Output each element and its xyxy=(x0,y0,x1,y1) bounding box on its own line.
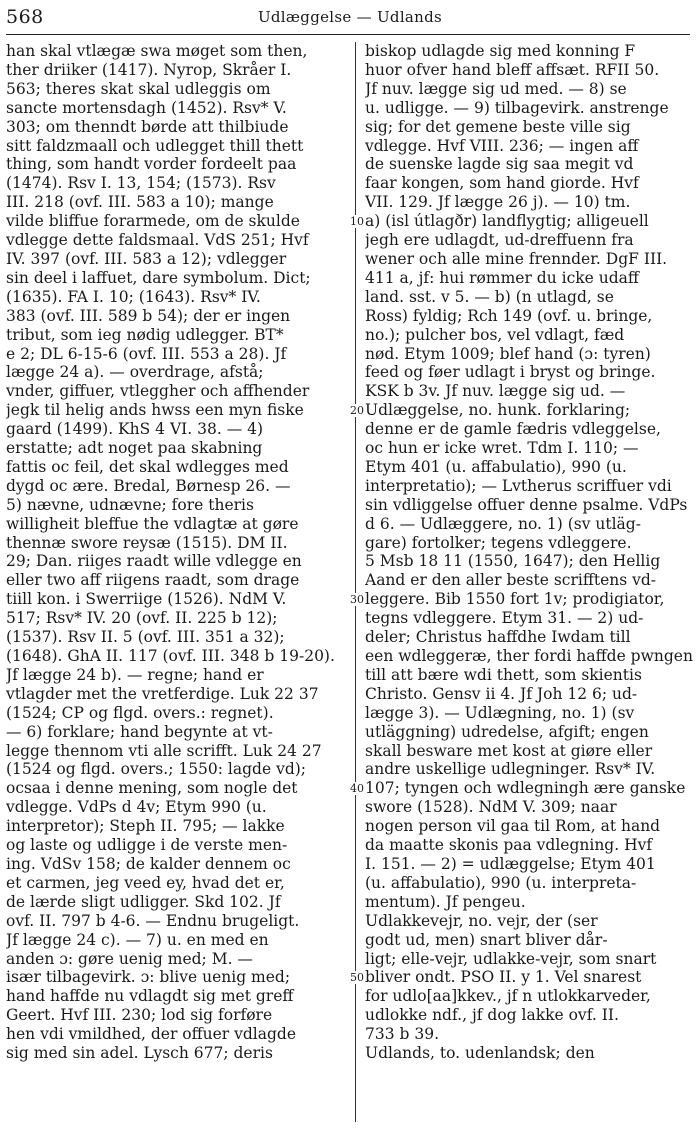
left-column-line: og laste og udligge i de verste men- xyxy=(6,836,288,855)
right-column-line: jegh ere udlagdt, ud-dreffuenn fra xyxy=(365,231,634,250)
left-column-line: ocsaa i denne mening, som nogle det xyxy=(6,779,298,798)
right-column-line: 411 a, jf: hui rømmer du icke udaff xyxy=(365,268,639,287)
left-column-line: sitt faldzmaall och udlegget thill thett xyxy=(6,136,304,155)
left-column-line: ovf. II. 797 b 4-6. — Endnu brugeligt. xyxy=(6,911,300,930)
right-column-line: wener och alle mine frennder. DgF III. xyxy=(365,249,668,268)
right-column-line: faar kongen, som hand giorde. Hvf xyxy=(365,174,639,193)
right-column-line: sig; for det gemene beste ville sig xyxy=(365,117,631,136)
left-column-line: hen vdi vmildhed, der offuer vdlagde xyxy=(6,1025,297,1044)
right-column-line: interpretatio); — Lvtherus scriffuer vdi xyxy=(365,476,672,495)
left-column-line: Geert. Hvf III. 230; lod sig forføre xyxy=(6,1006,273,1025)
left-column-line: legge thennom vti alle scrifft. Luk 24 27 xyxy=(6,741,322,760)
right-column-line: udlokke ndf., jf dog lakke ovf. II. xyxy=(365,1006,619,1025)
right-column-line: KSK b 3v. Jf nuv. lægge sig ud. — xyxy=(365,382,626,401)
right-column-line: VII. 129. Jf lægge 26 j). — 10) tm. xyxy=(365,193,631,212)
page-header xyxy=(0,0,700,34)
left-column-line: Jf lægge 24 b). — regne; hand er xyxy=(6,665,264,684)
left-column-line: vilde bliffue forarmede, om de skulde xyxy=(6,212,300,231)
line-number: 10 xyxy=(350,215,364,229)
right-column-line: Jf nuv. lægge sig ud med. — 8) se xyxy=(365,79,627,98)
left-column-line: (1524; CP og flgd. overs.: regnet). xyxy=(6,703,274,722)
left-column-line: et carmen, jeg veed ey, hvad det er, xyxy=(6,873,285,892)
right-column-line: een wdleggeræ, ther fordi haffde pwngen xyxy=(365,647,693,665)
left-column-line: erstatte; adt noget paa skabning xyxy=(6,439,263,458)
right-column-line: de suenske lagde sig saa megit vd xyxy=(365,155,634,174)
right-column-line: Aand er den aller beste scrifftens vd- xyxy=(365,571,657,590)
right-column-line: mentum). Jf pengeu. xyxy=(365,892,526,911)
right-column-line: gare) fortolker; tegens vdleggere. xyxy=(365,533,632,552)
left-column-line: (1537). Rsv II. 5 (ovf. III. 351 a 32); xyxy=(6,628,285,647)
right-column-line: nød. Etym 1009; blef hand (ɔ: tyren) xyxy=(365,344,651,363)
left-column-line: anden ɔ: gøre uenig med; M. — xyxy=(6,949,253,968)
left-column-line: Jf lægge 24 c). — 7) u. en med en xyxy=(6,930,269,949)
right-column-line: godt ud, men) snart bliver dår- xyxy=(365,930,608,949)
right-column-line: land. sst. v 5. — b) (n utlagd, se xyxy=(365,287,614,306)
line-number: 40 xyxy=(350,782,364,796)
left-column-line: han skal vtlægæ swa møget som then, xyxy=(6,42,308,60)
left-column-line: interpretor); Steph II. 795; — lakke xyxy=(6,817,285,836)
right-column-line: 107; tyngen och wdlegningh ære ganske xyxy=(365,779,686,798)
left-column-line: (1648). GhA II. 117 (ovf. III. 348 b 19-20). xyxy=(6,647,335,665)
right-column-line: 733 b 39. xyxy=(365,1025,440,1044)
left-column-line: sin deel i laffuet, dare symbolum. Dict; xyxy=(6,268,311,287)
left-column-line: eller two aff riigens raadt, som drage xyxy=(6,571,300,590)
header-rule xyxy=(6,34,690,35)
right-column-line: till att bære wdi thett, som skientis xyxy=(365,665,642,684)
right-column-line: biskop udlagde sig med konning F xyxy=(365,42,636,60)
left-column-line: 29; Dan. riiges raadt wille vdlegge en xyxy=(6,552,302,571)
right-column-line: a) (isl útlagðr) landflygtig; alligeuell xyxy=(365,212,649,231)
left-column-line: willigheit bleffue the vdlagtæ at gøre xyxy=(6,514,299,533)
right-column-line: (u. affabulatio), 990 (u. interpreta- xyxy=(365,873,637,892)
right-column-line: skall besware met kost at giøre eller xyxy=(365,741,653,760)
left-column-line: (1635). FA I. 10; (1643). Rsv* IV. xyxy=(6,287,261,306)
right-column-line: I. 151. — 2) = udlæggelse; Etym 401 xyxy=(365,854,656,873)
left-column-line: vnder, giffuer, vtleggher och affhender xyxy=(6,382,310,401)
line-number: 50 xyxy=(350,971,364,985)
left-column-line: tribut, som ieg nødig udlegger. BT* xyxy=(6,325,284,344)
left-column-line: vtlagder met the vretferdige. Luk 22 37 xyxy=(6,684,319,703)
line-number: 20 xyxy=(350,404,364,418)
right-column-line: huor ofver hand bleff affsæt. RFII 50. xyxy=(365,60,660,79)
left-column-line: sig med sin adel. Lysch 677; deris xyxy=(6,1044,273,1063)
left-column-line: (1524 og flgd. overs.; 1550: lagde vd); xyxy=(6,760,307,779)
left-column-line: ther driiker (1417). Nyrop, Skråer I. xyxy=(6,60,292,79)
left-column-line: 517; Rsv* IV. 20 (ovf. II. 225 b 12); xyxy=(6,609,278,628)
right-column-line: andre uskellige udlegninger. Rsv* IV. xyxy=(365,760,656,779)
left-column-line: 383 (ovf. III. 589 b 54); der er ingen xyxy=(6,306,291,325)
right-column-line: ligt; elle-vejr, udlakke-vejr, som snart xyxy=(365,949,657,968)
left-column-line: — 6) forklare; hand begynte at vt- xyxy=(6,722,273,741)
right-column-line: Udlæggelse, no. hunk. forklaring; xyxy=(365,401,631,420)
left-column-line: især tilbagevirk. ɔ: blive uenig med; xyxy=(6,968,291,987)
right-column-line: lægge 3). — Udlægning, no. 1) (sv xyxy=(365,703,635,722)
right-column-line: tegns vdleggere. Etym 31. — 2) ud- xyxy=(365,609,644,628)
left-column-line: vdlegge dette faldsmaal. VdS 251; Hvf xyxy=(6,231,309,250)
left-column-line: IV. 397 (ovf. III. 583 a 12); vdlegger xyxy=(6,249,287,268)
right-column-line: deler; Christus haffdhe Iwdam till xyxy=(365,628,631,647)
right-column-line: leggere. Bib 1550 fort 1v; prodigiator, xyxy=(365,590,665,609)
left-column-line: e 2; DL 6-15-6 (ovf. III. 553 a 28). Jf xyxy=(6,344,287,363)
right-column-line: no.); pulcher bos, vel vdlagt, fæd xyxy=(365,325,625,344)
right-column-line: Udlakkevejr, no. vejr, der (ser xyxy=(365,911,598,930)
page-number: 568 xyxy=(6,6,44,28)
right-column-line: Ross) fyldig; Rch 149 (ovf. u. bringe, xyxy=(365,306,653,325)
right-column-line: Christo. Gensv ii 4. Jf Joh 12 6; ud- xyxy=(365,684,638,703)
left-column-line: 303; om thenndt børde att thilbiude xyxy=(6,117,289,136)
left-column-line: gaard (1499). KhS 4 VI. 38. — 4) xyxy=(6,420,264,439)
right-column-line: u. udligge. — 9) tilbagevirk. anstrenge xyxy=(365,98,669,117)
right-column-line: d 6. — Udlæggere, no. 1) (sv utläg- xyxy=(365,514,641,533)
right-column-line: denne er de gamle fædris vdleggelse, xyxy=(365,420,661,439)
left-column-line: sancte mortensdagh (1452). Rsv* V. xyxy=(6,98,287,117)
left-column-line: jegk til helig ands hwss een myn fiske xyxy=(6,401,304,420)
right-column-line: bliver ondt. PSO II. y 1. Vel snarest xyxy=(365,968,642,987)
right-column-line: vdlegge. Hvf VIII. 236; — ingen aff xyxy=(365,136,639,155)
right-column-line: sin vdliggelse offuer denne psalme. VdPs xyxy=(365,495,688,514)
left-column-line: de lærde sligt udligger. Skd 102. Jf xyxy=(6,892,281,911)
left-column-line: III. 218 (ovf. III. 583 a 10); mange xyxy=(6,193,274,212)
left-column-line: hand haffde nu vdlagdt sig met greff xyxy=(6,987,294,1006)
column-divider xyxy=(355,42,356,1122)
right-column-line: oc hun er icke wret. Tdm I. 110; — xyxy=(365,439,639,458)
right-column-line: 5 Msb 18 11 (1550, 1647); den Hellig xyxy=(365,552,661,571)
right-column-line: swore (1528). NdM V. 309; naar xyxy=(365,798,617,817)
line-number: 30 xyxy=(350,593,364,607)
right-column-line: da maatte skonis paa vdlegning. Hvf xyxy=(365,836,653,855)
left-column-line: lægge 24 a). — overdrage, afstå; xyxy=(6,363,264,382)
right-column-line: feed og føer udlagt i bryst og bringe. xyxy=(365,363,656,382)
left-column-line: thennæ swore reysæ (1515). DM II. xyxy=(6,533,288,552)
left-column xyxy=(6,42,346,1122)
running-head: Udlæggelse — Udlands xyxy=(257,8,443,26)
right-column-line: nogen person vil gaa til Rom, at hand xyxy=(365,817,661,836)
left-column-line: ing. VdSv 158; de kalder dennem oc xyxy=(6,854,291,873)
right-column xyxy=(365,42,693,1122)
right-column-line: for udlo[aa]kkev., jf n utlokkarveder, xyxy=(365,987,651,1006)
left-column-line: dygd oc ære. Bredal, Børnesp 26. — xyxy=(6,476,291,495)
left-column-line: 563; theres skat skal udleggis om xyxy=(6,79,271,98)
left-column-line: tiill kon. i Swerriige (1526). NdM V. xyxy=(6,590,287,609)
left-column-line: vdlegge. VdPs d 4v; Etym 990 (u. xyxy=(6,798,267,817)
right-column-line: utläggning) udredelse, afgift; engen xyxy=(365,722,649,741)
left-column-line: (1474). Rsv I. 13, 154; (1573). Rsv xyxy=(6,174,276,193)
left-column-line: fattis oc feil, det skal wdlegges med xyxy=(6,457,289,476)
left-column-line: thing, som handt vorder fordeelt paa xyxy=(6,155,297,174)
left-column-line: 5) nævne, udnævne; fore theris xyxy=(6,495,254,514)
right-column-line: Etym 401 (u. affabulatio), 990 (u. xyxy=(365,457,627,476)
right-column-line: Udlands, to. udenlandsk; den xyxy=(365,1044,595,1063)
